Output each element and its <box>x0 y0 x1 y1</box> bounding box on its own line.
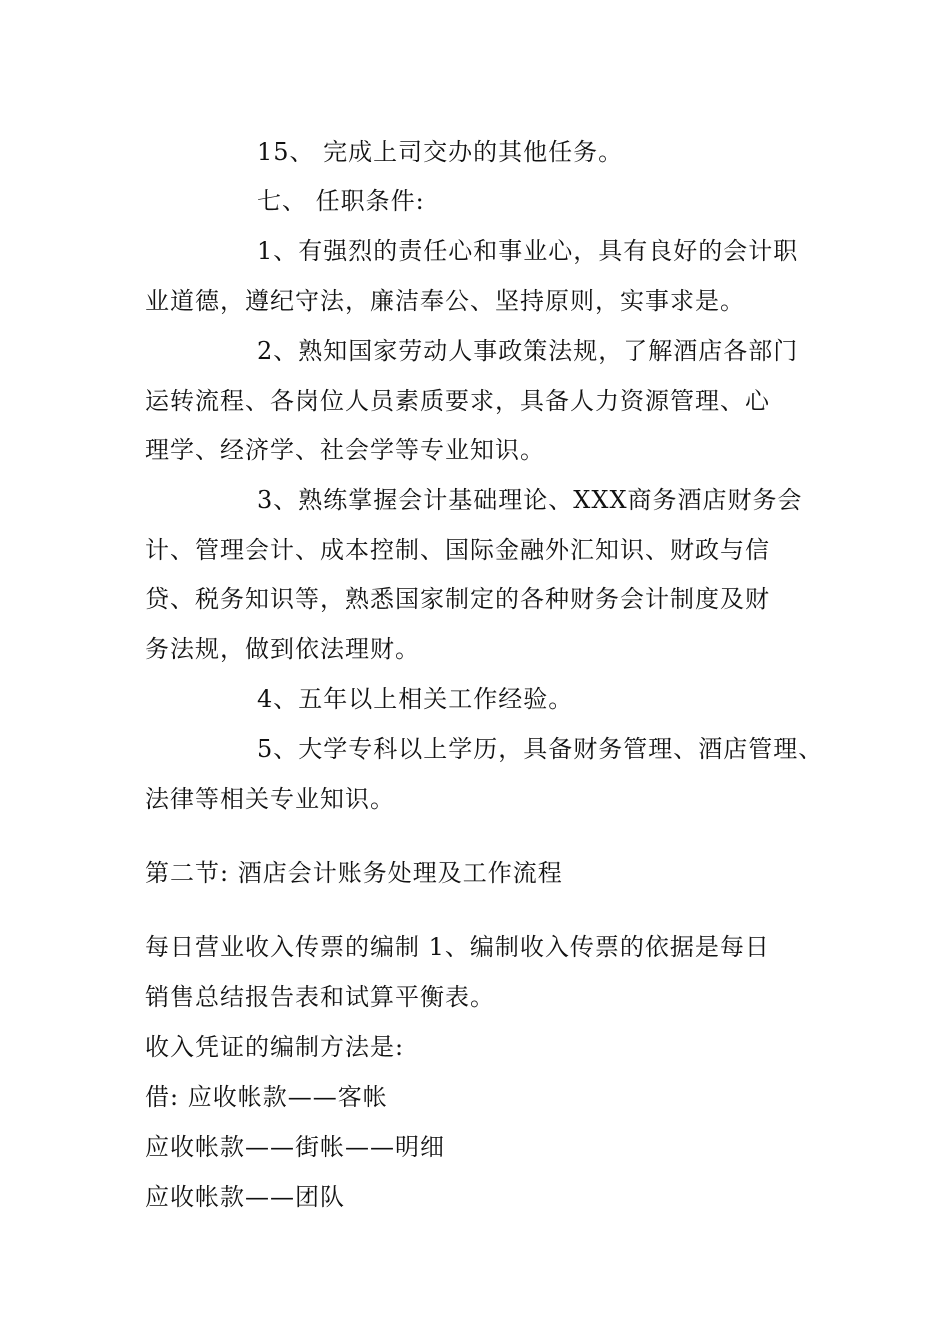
qualification-1-line-1: 1、有强烈的责任心和事业心，具有良好的会计职 <box>257 237 799 265</box>
qualification-1-line-2: 业道德，遵纪守法，廉洁奉公、坚持原则，实事求是。 <box>145 287 745 315</box>
qualification-3-line-1: 3、熟练掌握会计基础理论、XXX商务酒店财务会 <box>257 486 803 514</box>
qualification-2-line-3: 理学、经济学、社会学等专业知识。 <box>145 436 545 464</box>
qualification-3-line-2: 计、管理会计、成本控制、国际金融外汇知识、财政与信 <box>145 536 770 564</box>
paragraph-line-1: 每日营业收入传票的编制 1、编制收入传票的依据是每日 <box>145 933 770 961</box>
qualification-3-line-4: 务法规，做到依法理财。 <box>145 635 420 663</box>
task-item-15: 15、 完成上司交办的其他任务。 <box>257 138 624 166</box>
qualification-5-line-2: 法律等相关专业知识。 <box>145 785 395 813</box>
entry-line-2: 应收帐款——街帐——明细 <box>145 1133 445 1161</box>
qualification-5-line-1: 5、大学专科以上学历，具备财务管理、酒店管理、 <box>257 735 824 763</box>
qualification-4: 4、五年以上相关工作经验。 <box>257 685 574 713</box>
qualification-3-line-3: 贷、税务知识等，熟悉国家制定的各种财务会计制度及财 <box>145 585 770 613</box>
paragraph-line-2: 销售总结报告表和试算平衡表。 <box>145 983 495 1011</box>
qualification-2-line-1: 2、熟知国家劳动人事政策法规，了解酒店各部门 <box>257 337 799 365</box>
entry-line-3: 应收帐款——团队 <box>145 1183 345 1211</box>
entry-line-1: 借: 应收帐款——客帐 <box>145 1083 388 1111</box>
paragraph-line-3: 收入凭证的编制方法是: <box>145 1033 405 1061</box>
section-heading-qualifications: 七、 任职条件: <box>257 187 425 215</box>
qualification-2-line-2: 运转流程、各岗位人员素质要求，具备人力资源管理、心 <box>145 387 770 415</box>
section-title-second: 第二节: 酒店会计账务处理及工作流程 <box>145 859 563 887</box>
